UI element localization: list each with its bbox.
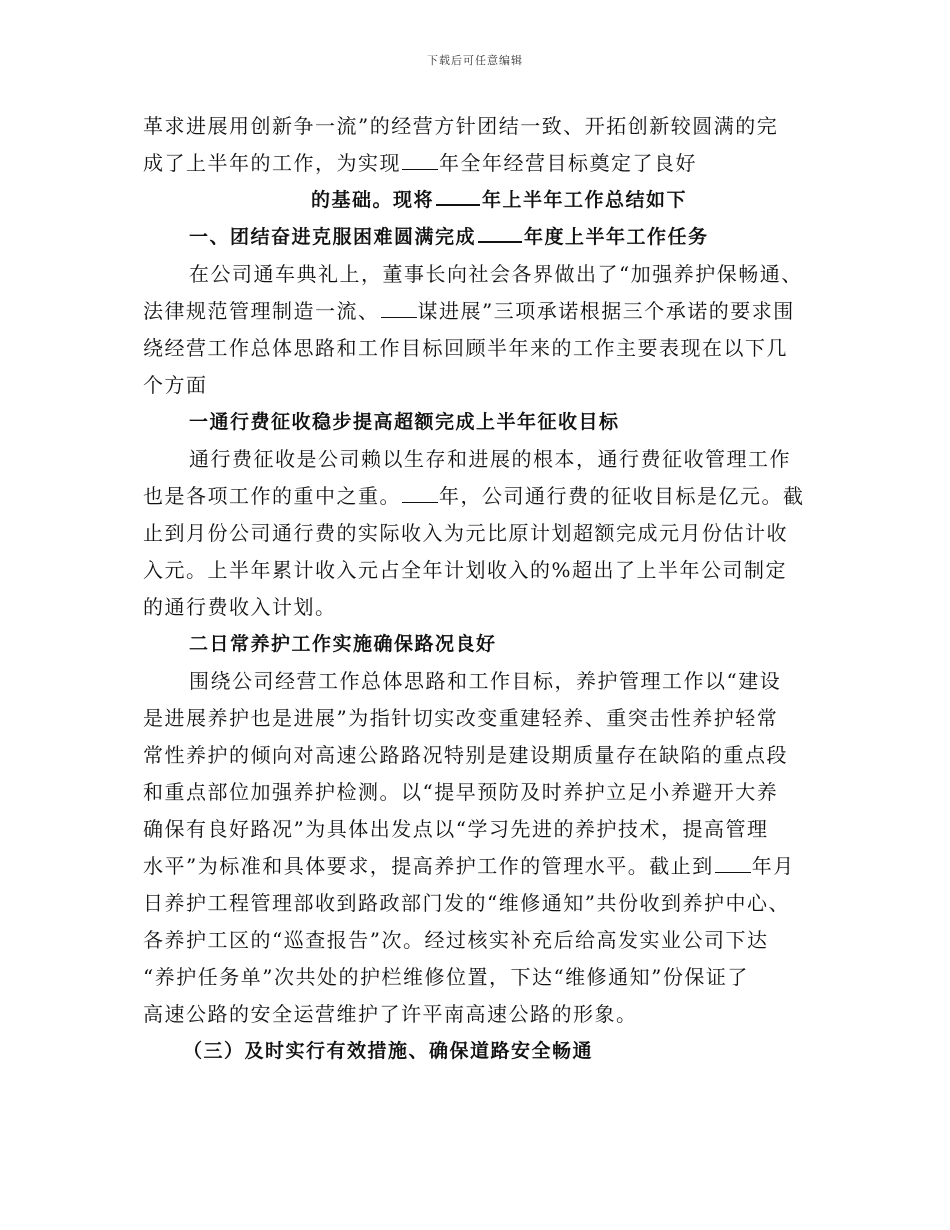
blank-underline <box>402 482 438 503</box>
text-line: 日养护工程管理部收到路政部门发的“维修通知”共份收到养护中心、 <box>143 891 790 915</box>
text-line: 革求进展用创新争一流”的经营方针团结一致、开拓创新较圆满的完 <box>143 114 779 138</box>
text-line: 也是各项工作的重中之重。 年，公司通行费的征收目标是亿元。截 <box>143 484 805 508</box>
subsection-heading-3: （三）及时实行有效措施、确保道路安全畅通 <box>183 1040 594 1062</box>
blank-underline <box>436 184 480 206</box>
text-line: 个方面 <box>143 373 208 397</box>
text-line: “养护任务单”次共处的护栏维修位置，下达“维修通知”份保证了 <box>143 965 749 989</box>
text-line: 绕经营工作总体思路和工作目标回顾半年来的工作主要表现在以下几 <box>143 336 788 360</box>
page-header: 下载后可任意编辑 <box>427 54 523 67</box>
text-line: 通行费征收是公司赖以生存和进展的根本，通行费征收管理工作 <box>189 447 791 471</box>
text-line: 确保有良好路况”为具体出发点以“学习先进的养护技术，提高管理 <box>143 817 769 841</box>
blank-underline <box>402 149 438 170</box>
text-line: 入元。上半年累计收入元占全年计划收入的%超出了上半年公司制定 <box>143 558 788 582</box>
blank-underline <box>715 852 751 873</box>
subsection-heading-1: 一通行费征收稳步提高超额完成上半年征收目标 <box>189 411 620 433</box>
text-line: 止到月份公司通行费的实际收入为元比原计划超额完成元月份估计收 <box>143 521 788 545</box>
text-line: 是进展养护也是进展”为指针切实改变重建轻养、重突击性养护轻常 <box>143 706 779 730</box>
text-line: 的通行费收入计划。 <box>143 595 337 619</box>
blank-underline <box>478 221 522 243</box>
text-line: 各养护工区的“巡查报告”次。经过核实补充后给高发实业公司下达 <box>143 928 769 952</box>
text-line: 和重点部位加强养护检测。以“提早预防及时养护立足小养避开大养 <box>143 780 779 804</box>
text-line: 在公司通车典礼上，董事长向社会各界做出了“加强养护保畅通、 <box>189 262 803 286</box>
blank-underline <box>381 297 417 318</box>
document-body <box>143 108 813 1070</box>
text-line: 成了上半年的工作，为实现 年全年经营目标奠定了良好 <box>143 151 697 175</box>
text-line: 围绕公司经营工作总体思路和工作目标，养护管理工作以“建设 <box>189 669 782 693</box>
text-line: 常性养护的倾向对高速公路路况特别是建设期质量存在缺陷的重点段 <box>143 743 788 767</box>
subsection-heading-2: 二日常养护工作实施确保路况良好 <box>189 633 497 655</box>
text-line: 水平”为标准和具体要求，提高养护工作的管理水平。截止到 年月 <box>143 854 795 878</box>
text-line: 法律规范管理制造一流、 谋进展”三项承诺根据三个承诺的要求围 <box>143 299 795 323</box>
text-line: 高速公路的安全运营维护了许平南高速公路的形象。 <box>143 1002 638 1026</box>
section-heading-1: 一、团结奋进克服困难圆满完成 年度上半年工作任务 <box>143 219 813 256</box>
summary-heading: 的基础。现将 年上半年工作总结如下 <box>143 182 813 219</box>
